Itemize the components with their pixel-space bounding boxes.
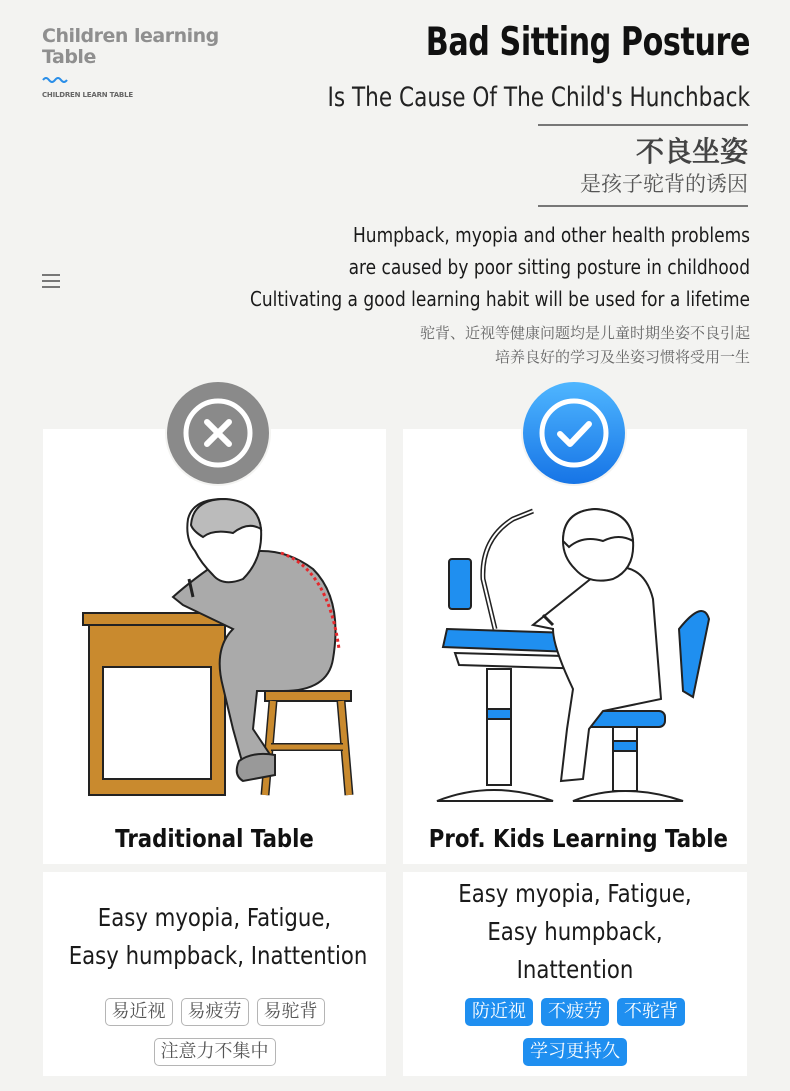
description-cn-line: 培养良好的学习及坐姿习惯将受用一生 bbox=[494, 348, 750, 366]
traditional-tag: 注意力不集中 bbox=[154, 1038, 276, 1066]
divider-top bbox=[538, 124, 748, 126]
traditional-title: Traditional Table bbox=[115, 824, 314, 853]
traditional-info bbox=[43, 872, 386, 1076]
page-subtitle: Is The Cause Of The Child's Hunchback bbox=[327, 82, 750, 113]
description bbox=[130, 219, 750, 369]
professional-tag: 学习更持久 bbox=[523, 1038, 627, 1066]
x-icon bbox=[165, 380, 271, 486]
professional-text-line: Easy myopia, Fatigue, bbox=[458, 879, 692, 908]
check-icon bbox=[521, 380, 627, 486]
traditional-tags bbox=[43, 998, 386, 1078]
cn-title: 不良坐姿 bbox=[635, 135, 748, 168]
header bbox=[190, 16, 750, 118]
professional-text-line: Easy humpback, bbox=[487, 917, 663, 946]
description-line: are caused by poor sitting posture in childhood bbox=[348, 255, 750, 279]
divider-bottom bbox=[538, 205, 748, 207]
traditional-tag: 易近视 bbox=[105, 998, 173, 1026]
description-line: Cultivating a good learning habit will be used for a lifetime bbox=[249, 287, 750, 311]
professional-text-line: Inattention bbox=[516, 955, 634, 984]
description-line: Humpback, myopia and other health problems bbox=[353, 223, 750, 247]
brand-title-line2: Table bbox=[42, 46, 96, 68]
professional-tag: 不疲劳 bbox=[541, 998, 609, 1026]
traditional-tag: 易疲劳 bbox=[181, 998, 249, 1026]
traditional-text-line: Easy humpback, Inattention bbox=[68, 941, 368, 970]
traditional-card bbox=[43, 429, 386, 864]
brand-subtitle: CHILDREN LEARN TABLE bbox=[42, 91, 133, 99]
professional-info bbox=[403, 872, 747, 1076]
page-title: Bad Sitting Posture bbox=[425, 20, 750, 65]
professional-card bbox=[403, 429, 747, 864]
brand-title-line1: Children learning bbox=[42, 25, 219, 47]
description-cn-line: 驼背、近视等健康问题均是儿童时期坐姿不良引起 bbox=[419, 324, 750, 342]
professional-tags bbox=[403, 998, 747, 1078]
traditional-text-line: Easy myopia, Fatigue, bbox=[97, 903, 332, 932]
traditional-tag: 易驼背 bbox=[257, 998, 325, 1026]
menu-icon[interactable] bbox=[42, 274, 60, 288]
cn-subtitle: 是孩子驼背的诱因 bbox=[580, 172, 748, 196]
wave-icon bbox=[42, 74, 70, 84]
professional-title: Prof. Kids Learning Table bbox=[428, 824, 728, 853]
professional-tag: 防近视 bbox=[465, 998, 533, 1026]
professional-tag: 不驼背 bbox=[617, 998, 685, 1026]
